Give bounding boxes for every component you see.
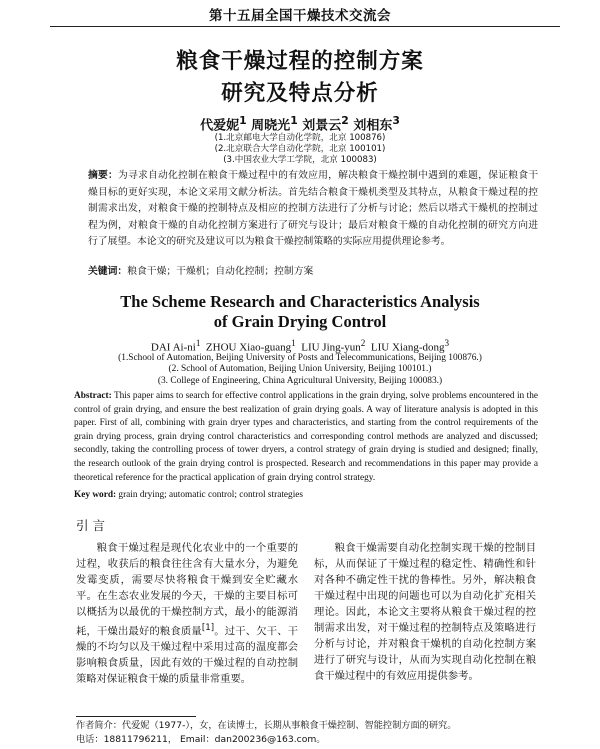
intro-right-text: 粮食干燥需要自动化控制实现干燥的控制目标，从而保证了干燥过程的稳定性、精确性和针对各种不确定性干扰的鲁棒性。另外，解决粮食干燥过程中出现的问题也可以为自动化扩充相关理论。因此，本论文主要将从粮食干燥过程的控制需求出发，对干燥过程的控制特点及策略进行分析与讨论，并对粮食干燥机的自动化控制方案进行了研究与设计，从而为实现自动化控制在粮食干燥过程中的有效应用提供参考。 <box>314 542 536 682</box>
keywords-cn-label: 关键词： <box>88 266 128 277</box>
abstract-en <box>74 390 538 485</box>
title-en-line2: of Grain Drying Control <box>213 312 387 331</box>
authors-cn <box>0 114 600 133</box>
phone-value: 18811796211， <box>103 733 178 745</box>
affiliation-en: (1.School of Automation, Beijing University of Posts and Telecommunications, Beijing 100876.) <box>118 353 482 363</box>
keywords-en-label: Key word: <box>74 490 117 500</box>
author-sup: 1 <box>195 338 201 348</box>
affiliation-en: (2. School of Automation, Beijing Union University, Beijing 100101.) <box>168 364 432 375</box>
title-cn-line1: 粮食干燥过程的控制方案 <box>176 49 424 74</box>
author-cn: 刘景云 <box>302 118 342 134</box>
title-en-line1: The Scheme Research and Characteristics Analysis <box>120 292 480 311</box>
abstract-cn <box>88 168 538 251</box>
header-rule <box>50 26 560 27</box>
intro-left-column <box>76 540 298 687</box>
keywords-cn <box>88 264 538 281</box>
author-sup: 2 <box>341 114 349 127</box>
affiliations-en <box>0 353 600 387</box>
title-cn-line2: 研究及特点分析 <box>221 81 379 106</box>
abstract-cn-label: 摘要： <box>88 170 119 181</box>
abstract-cn-text: 为寻求自动化控制在粮食干燥过程中的有效应用，解决粮食干燥控制中遇到的难题，保证粮食干燥目标的更好实现，本论文采用文献分析法。首先结合粮食干燥机类型及其特点，从粮食干燥过程的控制需求出发，对粮食干燥的控制特点及相应的控制方法进行了分析与讨论；然后以塔式干燥机的控制过程为例，对粮食干燥的自动化控制方案进行了研究与设计；最后对粮食干燥的自动化控制的研究方向进行了展望。本论文的研究及建议可以为粮食干燥控制策略的实际应用提供理论参考。 <box>88 170 539 247</box>
section-heading-intro: 引 言 <box>76 518 105 533</box>
author-cn: 刘相东 <box>353 118 393 134</box>
author-sup: 1 <box>291 338 296 348</box>
author-sup: 2 <box>360 338 366 348</box>
intro-left-text: 粮食干燥过程是现代化农业中的一个重要的过程，收获后的粮食往往含有大量水分，为避免发霉变质，需要尽快将粮食干燥到安全贮藏水平。在生态农业发展的今天，干燥的主要目标可以概括为以最优的干燥控制方式，最小的能源消耗，干燥出最好的粮食质量 <box>76 542 298 638</box>
author-en: LIU Jing-yun <box>301 341 361 354</box>
intro-left-text-2: 。过干、欠干、干燥的不均匀以及干燥过程中采用过高的温度都会影响粮食质量，因此有效的干燥过程的自动控制策略对保证粮食干燥的质量非常重要。 <box>76 625 298 686</box>
author-en: LIU Xiang-dong <box>370 341 445 354</box>
author-footnote <box>76 719 546 746</box>
authors-en <box>0 338 600 354</box>
keywords-cn-text: 粮食干燥；干燥机；自动化控制；控制方案 <box>127 266 314 277</box>
phone-label: 电话： <box>76 733 104 745</box>
citation: [1] <box>201 623 215 633</box>
affiliation-cn: (3.中国农业大学工学院，北京 100083) <box>223 155 377 165</box>
email-label: Email： <box>179 733 215 745</box>
affiliation-en: (3. College of Engineering, China Agricultural University, Beijing 100083.) <box>157 375 443 386</box>
affiliation-cn: (1.北京邮电大学自动化学院，北京 100876) <box>214 133 386 143</box>
footnote-rule <box>76 716 196 717</box>
affiliation-cn: (2.北京联合大学自动化学院，北京 100101) <box>214 144 386 154</box>
footnote-bio: 作者简介：代爱妮（1977-），女，在读博士，长期从事粮食干燥控制、智能控制方面的研究。 <box>76 720 457 731</box>
email-value: dan200236@163.com。 <box>214 733 326 745</box>
footnote-contact <box>76 733 546 747</box>
author-sup: 3 <box>444 338 450 348</box>
author-en: ZHOU Xiao-guang <box>205 341 292 354</box>
abstract-en-label: Abstract: <box>74 391 112 401</box>
intro-right-column <box>314 540 536 684</box>
author-en: DAI Ai-ni <box>150 341 196 354</box>
keywords-en-text: grain drying; automatic control; control strategies <box>118 490 304 500</box>
author-cn: 周晓光 <box>251 118 291 134</box>
conference-header: 第十五届全国干燥技术交流会 <box>209 8 391 24</box>
author-sup: 1 <box>239 114 247 127</box>
abstract-en-text: This paper aims to search for effective control applications in the grain drying, solve problems encountered in the control of grain drying, and ensure the best realization of grain drying goals. A way of literature analysis is adopted in this paper. First of all, combining with grain dryer types and characteristics, and starting from the control requirements of the grain drying process, grain drying control characteristics and corresponding control methods are analyzed and discussed; secondly, taking the controlling process of tower dryers, a control strategy of grain drying is studied and designed; finally, the research outlook of the grain drying control is prospected. Research and recommendations in this paper may provide a theoretical reference for the practical application of grain drying control strategy. <box>74 391 538 483</box>
author-sup: 1 <box>290 114 298 127</box>
affiliations-cn <box>0 133 600 166</box>
keywords-en <box>74 489 538 503</box>
author-sup: 3 <box>392 114 400 127</box>
author-cn: 代爱妮 <box>200 118 240 134</box>
